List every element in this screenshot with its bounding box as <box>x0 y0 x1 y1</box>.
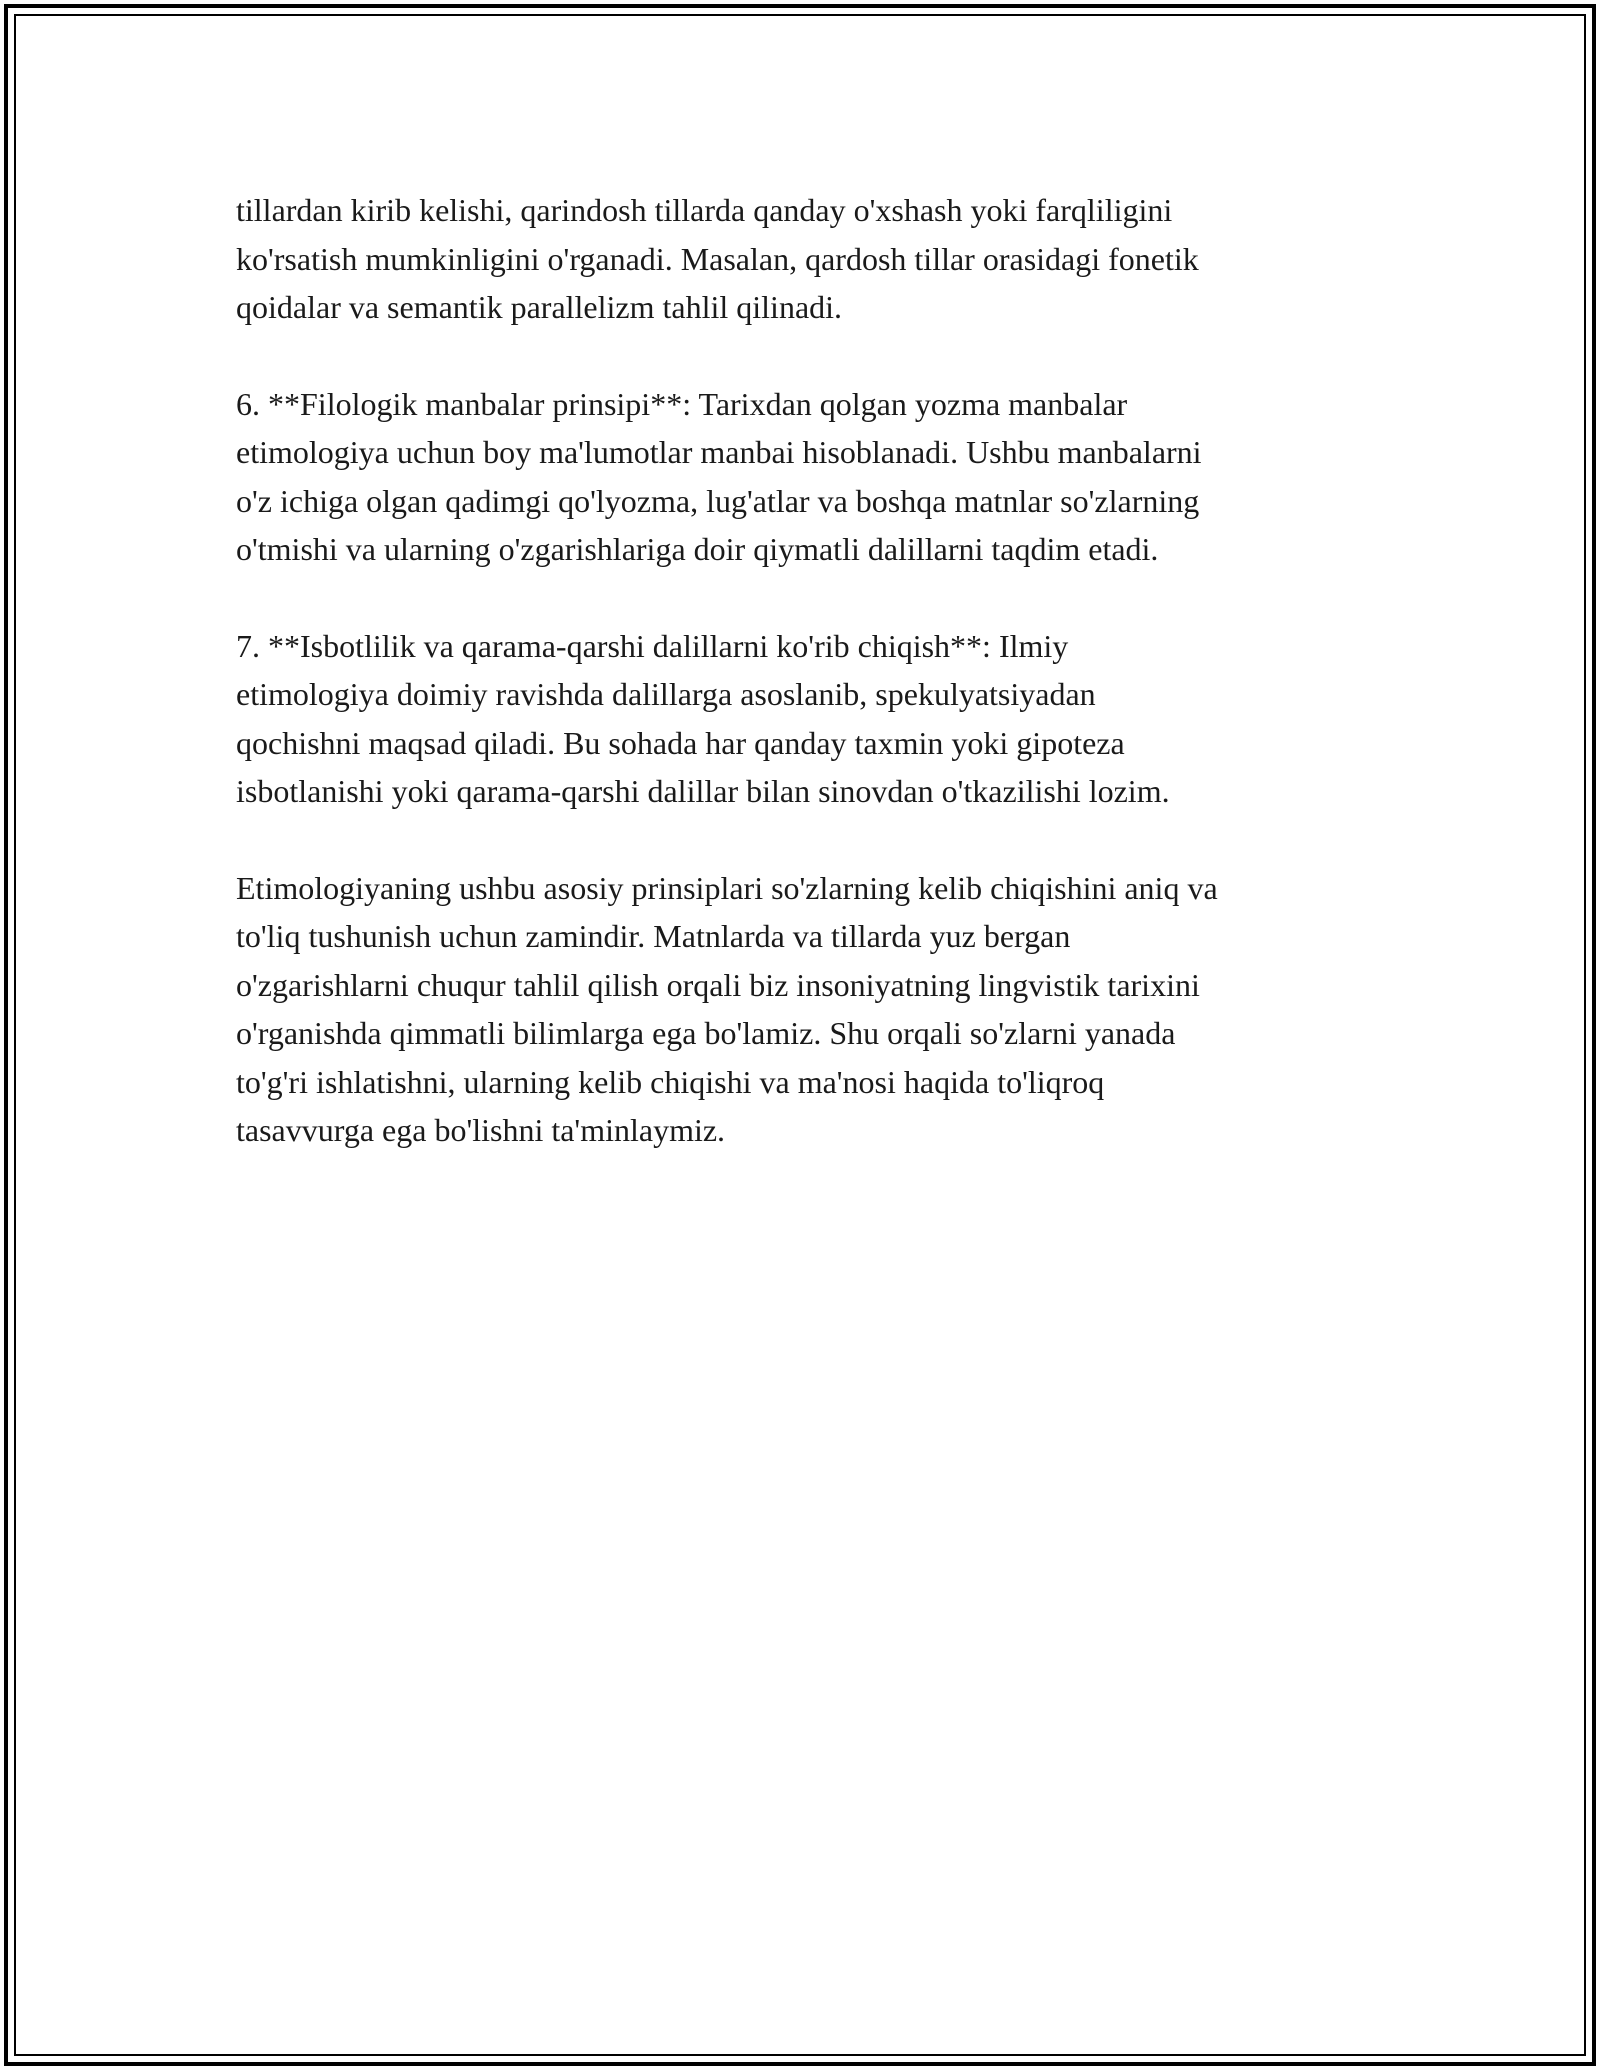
text-line: o'z ichiga olgan qadimgi qo'lyozma, lug'atlar va boshqa matnlar so'zlarning <box>236 482 1200 519</box>
text-line: ko'rsatish mumkinligini o'rganadi. Masalan, qardosh tillar orasidagi fonetik <box>236 240 1199 277</box>
text-line: to'liq tushunish uchun zamindir. Matnlarda va tillarda yuz bergan <box>236 918 1071 954</box>
document-body <box>236 186 1366 1203</box>
text-line: tasavvurga ega bo'lishni ta'minlaymiz. <box>236 1112 726 1148</box>
text-line: Etimologiyaning ushbu asosiy prinsiplari so'zlarning kelib chiqishini aniq va <box>236 869 1218 906</box>
paragraph-item-7 <box>236 622 1366 816</box>
text-line: tillardan kirib kelishi, qarindosh tillarda qanday o'xshash yoki farqliligini <box>236 192 1173 228</box>
text-line: o'zgarishlarni chuqur tahlil qilish orqali biz insoniyatning lingvistik tarixini <box>236 966 1200 1003</box>
text-line: etimologiya uchun boy ma'lumotlar manbai hisoblanadi. Ushbu manbalarni <box>236 434 1202 470</box>
text-line: o'tmishi va ularning o'zgarishlariga doir qiymatli dalillarni taqdim etadi. <box>236 531 1159 567</box>
text-line: 6. **Filologik manbalar prinsipi**: Tarixdan qolgan yozma manbalar <box>236 385 1128 422</box>
text-line: etimologiya doimiy ravishda dalillarga asoslanib, spekulyatsiyadan <box>236 676 1096 712</box>
text-line: isbotlanishi yoki qarama-qarshi dalillar bilan sinovdan o'tkazilishi lozim. <box>236 773 1170 809</box>
text-line: qochishni maqsad qiladi. Bu sohada har qanday taxmin yoki gipoteza <box>236 724 1125 761</box>
text-line: o'rganishda qimmatli bilimlarga ega bo'lamiz. Shu orqali so'zlarni yanada <box>236 1015 1176 1051</box>
paragraph-continuation <box>236 186 1366 332</box>
paragraph-conclusion <box>236 864 1366 1155</box>
text-line: to'g'ri ishlatishni, ularning kelib chiqishi va ma'nosi haqida to'liqroq <box>236 1063 1105 1100</box>
text-line: 7. **Isbotlilik va qarama-qarshi dalillarni ko'rib chiqish**: Ilmiy <box>236 627 1069 664</box>
paragraph-item-6 <box>236 380 1366 574</box>
text-line: qoidalar va semantik parallelizm tahlil qilinadi. <box>236 289 843 325</box>
